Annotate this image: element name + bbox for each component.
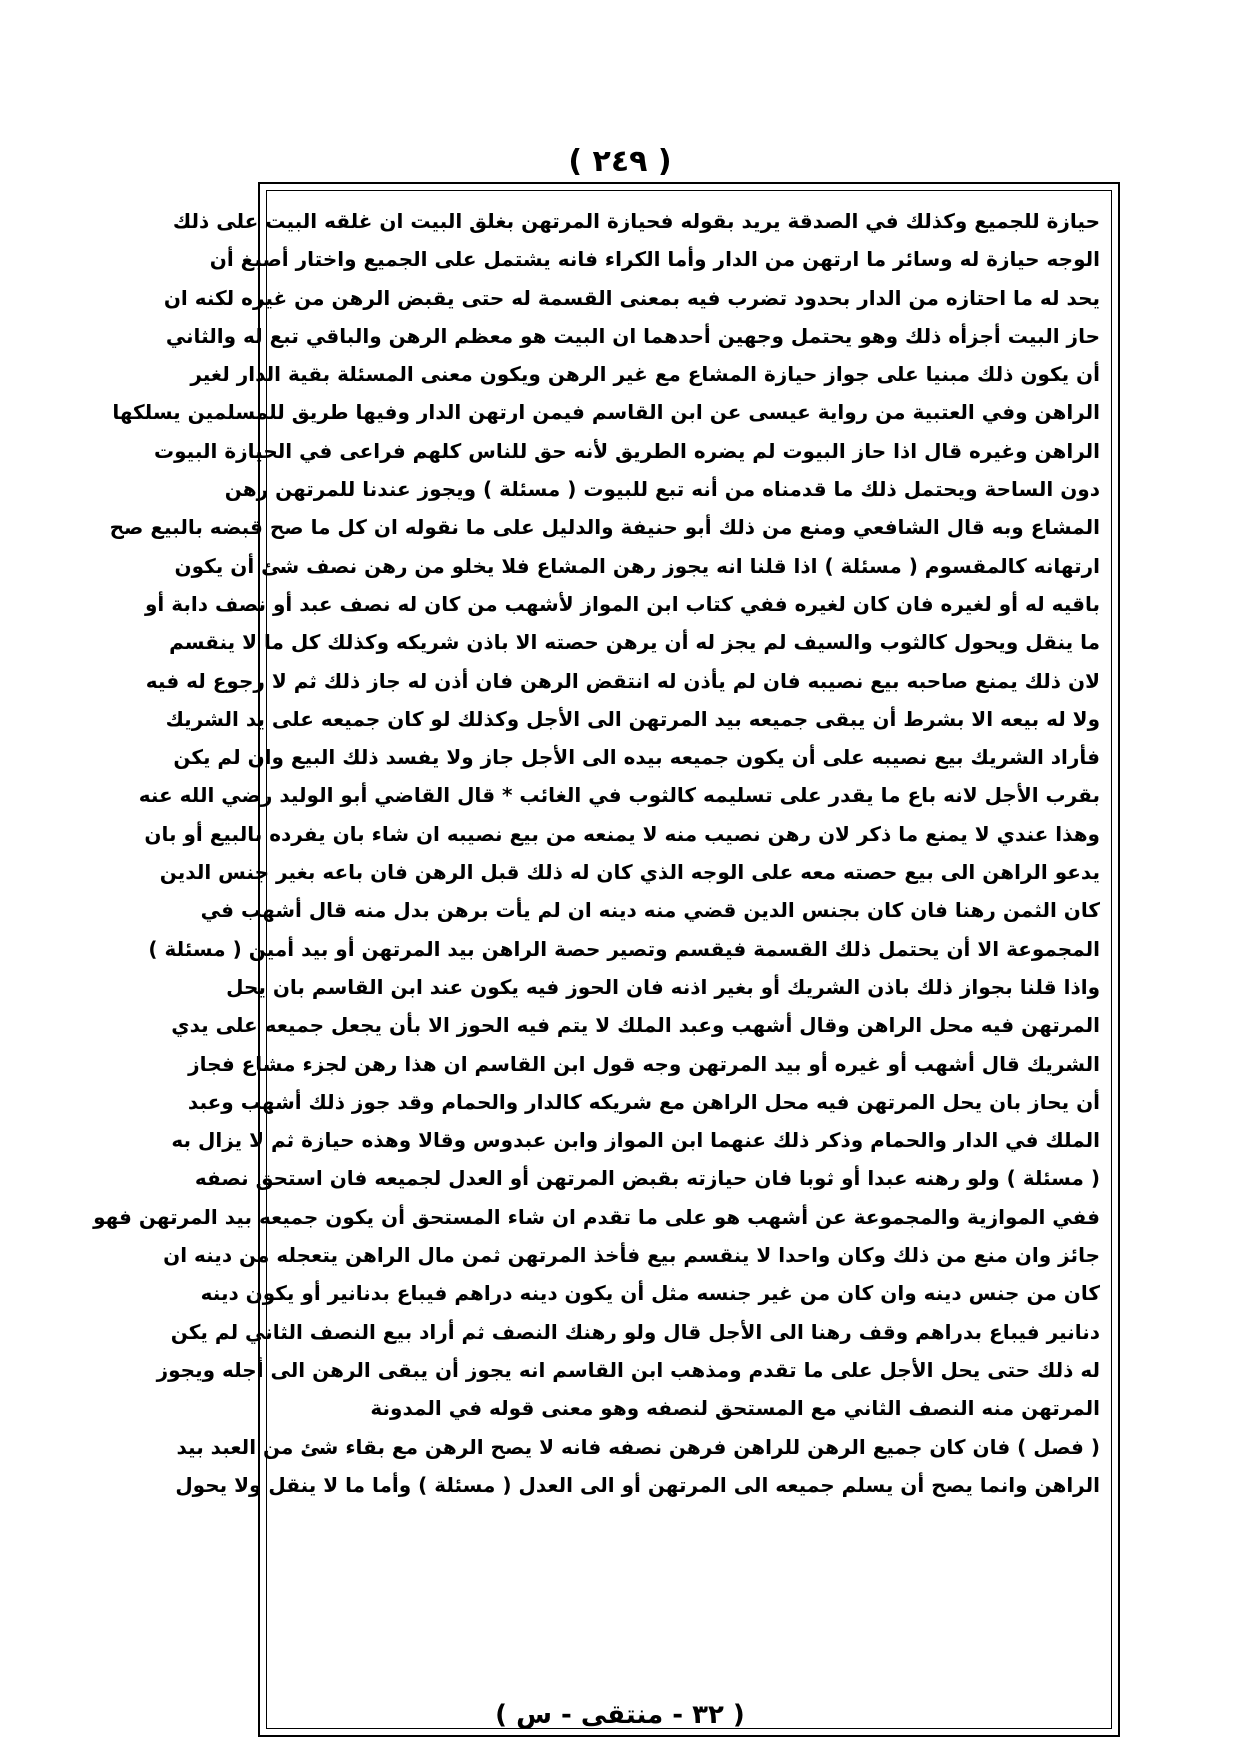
text-line: الراهن وغيره قال اذا حاز البيوت لم يضره الطريق لأنه حق للناس كلهم فراعى في الحيازة البيوت [154,438,1100,463]
text-line: ( فصل ) فان كان جميع الرهن للراهن فرهن نصفه فانه لا يصح الرهن مع بقاء شئ من العبد بيد [176,1434,1100,1459]
text-line: أن يحاز بان يحل المرتهن فيه محل الراهن مع شريكه كالدار والحمام وقد جوز ذلك أشهب وعبد [187,1089,1100,1114]
text-line: حاز البيت أجزأه ذلك وهو يحتمل وجهين أحدهما ان البيت هو معظم الرهن والباقي تبع له والثاني [165,323,1100,348]
text-body [93,202,1100,1504]
text-line: الراهن وانما يصح أن يسلم جميعه الى المرتهن أو الى العدل ( مسئلة ) وأما ما لا ينقل ولا يحول [175,1472,1100,1497]
text-line: المرتهن منه النصف الثاني مع المستحق لنصفه وهو معنى قوله في المدونة [370,1396,1100,1421]
text-line: المشاع وبه قال الشافعي ومنع من ذلك أبو حنيفة والدليل على ما نقوله ان كل ما صح قبضه بالبيع صح [109,515,1100,540]
text-line: كان من جنس دينه وان كان من غير جنسه مثل أن يكون دينه دراهم فيباع بدنانير أو يكون دينه [200,1281,1100,1306]
text-line: واذا قلنا بجواز ذلك باذن الشريك أو بغير اذنه فان الحوز فيه يكون عند ابن القاسم بان يحل [226,974,1100,999]
text-line: ارتهانه كالمقسوم ( مسئلة ) اذا قلنا انه يجوز رهن المشاع فلا يخلو من رهن نصف شئ أن يكون [174,553,1100,578]
text-line: دنانير فيباع بدراهم وقف رهنا الى الأجل قال ولو رهنك النصف ثم أراد بيع النصف الثاني لم يكن [170,1319,1100,1344]
text-line: ولا له بيعه الا بشرط أن يبقى جميعه بيد المرتهن الى الأجل وكذلك لو كان جميعه على يد الشريك [165,706,1100,731]
text-line: المرتهن فيه محل الراهن وقال أشهب وعبد الملك لا يتم فيه الحوز الا بأن يجعل جميعه على يدي [171,1013,1100,1038]
text-line: جائز وان منع من ذلك وكان واحدا لا ينقسم بيع فأخذ المرتهن ثمن مال الراهن يتعجله من دينه ان [163,1243,1100,1268]
text-line: له ذلك حتى يحل الأجل على ما تقدم ومذهب ابن القاسم انه يجوز أن يبقى الرهن الى أجله ويجوز [156,1357,1100,1382]
text-line: يدعو الراهن الى بيع حصته معه على الوجه الذي كان له ذلك قبل الرهن فان باعه بغير جنس الدين [159,860,1100,885]
text-line: دون الساحة ويحتمل ذلك ما قدمناه من أنه تبع للبيوت ( مسئلة ) ويجوز عندنا للمرتهن رهن [224,477,1100,502]
text-line: الشريك قال أشهب أو غيره أو بيد المرتهن وجه قول ابن القاسم ان هذا رهن لجزء مشاع فجاز [188,1051,1100,1076]
text-frame [93,182,1120,1737]
page-number: ( ٢٤٩ ) [568,144,672,179]
text-line: حيازة للجميع وكذلك في الصدقة يريد بقوله فحيازة المرتهن بغلق البيت ان غلقه البيت على ذلك [172,209,1100,233]
text-line: أن يكون ذلك مبنيا على جواز حيازة المشاع مع غير الرهن ويكون معنى المسئلة بقية الدار لغير [190,362,1100,387]
text-line: الراهن وفي العتبية من رواية عيسى عن ابن القاسم فيمن ارتهن الدار وفيها طريق للمسلمين يسلكها [112,400,1100,425]
text-line: باقيه له أو لغيره فان كان لغيره ففي كتاب ابن المواز لأشهب من كان له نصف عبد أو نصف دابة أو [144,591,1100,616]
text-line: بقرب الأجل لانه باع ما يقدر على تسليمه كالثوب في الغائب * قال القاضي أبو الوليد رضي الله عنه [138,783,1100,808]
text-line: ( مسئلة ) ولو رهنه عبدا أو ثوبا فان حيازته بقبض المرتهن أو العدل لجميعه فان استحق نصفه [194,1166,1100,1191]
text-line: لان ذلك يمنع صاحبه بيع نصيبه فان لم يأذن له انتقض الرهن فان أذن له جاز ذلك ثم لا رجوع له فيه [145,668,1100,693]
text-line: المجموعة الا أن يحتمل ذلك القسمة فيقسم وتصير حصة الراهن بيد المرتهن أو بيد أمين ( مسئلة ) [148,936,1100,961]
text-line: كان الثمن رهنا فان كان بجنس الدين قضي منه دينه ان لم يأت برهن بدل منه قال أشهب في [200,898,1100,923]
text-line: يحد له ما احتازه من الدار بحدود تضرب فيه بمعنى القسمة له حتى يقبض الرهن من غيره لكنه ان [163,285,1100,310]
text-line: فأراد الشريك بيع نصيبه على أن يكون جميعه بيده الى الأجل جاز ولا يفسد ذلك البيع وان لم يكن [173,745,1100,770]
text-line: ما ينقل ويحول كالثوب والسيف لم يجز له أن يرهن حصته الا باذن شريكه وكذلك كل ما لا ينقسم [169,630,1100,655]
text-line: الملك في الدار والحمام وذكر ذلك عنهما ابن المواز وابن عبدوس وقالا وهذه حيازة ثم لا يزال به [171,1128,1100,1153]
text-line: ففي الموازية والمجموعة عن أشهب هو على ما تقدم ان شاء المستحق أن يكون جميعه بيد المرتهن فهو [93,1204,1100,1229]
signature-line: ( ٣٢ - منتقى - س ) [495,1700,745,1730]
text-line: وهذا عندي لا يمنع ما ذكر لان رهن نصيب منه لا يمنعه من بيع نصيبه ان شاء بان يفرده بالبيع أو بان [144,821,1100,846]
text-line: الوجه حيازة له وسائر ما ارتهن من الدار وأما الكراء فانه يشتمل على الجميع واختار أصبغ أن [209,247,1100,272]
